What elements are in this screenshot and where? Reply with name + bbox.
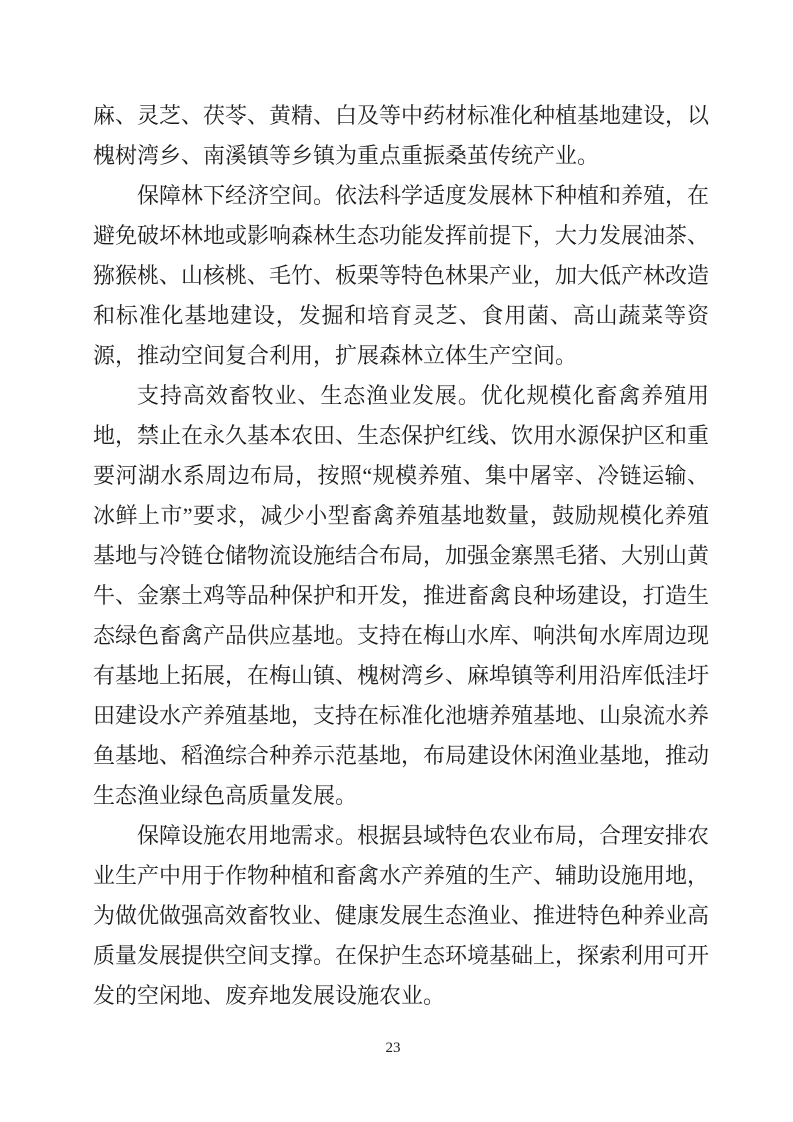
text-line: 麻、灵芝、茯苓、黄精、白及等中药材标准化种植基地建设，以 [93, 103, 709, 128]
text-line: 发的空闲地、废弃地发展设施农业。 [93, 983, 446, 1008]
text-line: 田建设水产养殖基地，支持在标准化池塘养殖基地、山泉流水养 [93, 703, 709, 728]
text-line: 业生产中用于作物种植和畜禽水产养殖的生产、辅助设施用地， [93, 863, 709, 888]
page-number: 23 [385, 1040, 401, 1056]
text-line: 牛、金寨土鸡等品种保护和开发，推进畜禽良种场建设，打造生 [93, 583, 709, 608]
text-line: 槐树湾乡、南溪镇等乡镇为重点重振桑茧传统产业。 [93, 143, 600, 168]
text-line: 生态渔业绿色高质量发展。 [93, 783, 358, 808]
text-line: 避免破坏林地或影响森林生态功能发挥前提下，大力发展油茶、 [93, 223, 709, 248]
text-line: 猕猴桃、山核桃、毛竹、板栗等特色林果产业，加大低产林改造 [93, 263, 709, 288]
text-line: 要河湖水系周边布局，按照“规模养殖、集中屠宰、冷链运输、 [93, 463, 709, 488]
text-line: 质量发展提供空间支撑。在保护生态环境基础上，探索利用可开 [93, 943, 709, 968]
text-line-paragraph-start: 保障设施农用地需求。根据县域特色农业布局，合理安排农 [137, 823, 709, 848]
text-line: 有基地上拓展，在梅山镇、槐树湾乡、麻埠镇等利用沿库低洼圩 [93, 663, 709, 688]
text-line: 源，推动空间复合利用，扩展森林立体生产空间。 [93, 343, 578, 368]
text-line: 和标准化基地建设，发掘和培育灵芝、食用菌、高山蔬菜等资 [93, 303, 709, 328]
text-line: 鱼基地、稻渔综合种养示范基地，布局建设休闲渔业基地，推动 [93, 743, 709, 768]
body-text [93, 96, 709, 1016]
text-line: 为做优做强高效畜牧业、健康发展生态渔业、推进特色种养业高 [93, 903, 709, 928]
text-line-paragraph-start: 支持高效畜牧业、生态渔业发展。优化规模化畜禽养殖用 [137, 383, 709, 408]
text-line: 冰鲜上市”要求，减少小型畜禽养殖基地数量，鼓励规模化养殖 [93, 503, 709, 528]
text-line: 基地与冷链仓储物流设施结合布局，加强金寨黑毛猪、大别山黄 [93, 543, 709, 568]
text-line-paragraph-start: 保障林下经济空间。依法科学适度发展林下种植和养殖，在 [137, 183, 709, 208]
text-line: 态绿色畜禽产品供应基地。支持在梅山水库、响洪甸水库周边现 [93, 623, 709, 648]
text-line: 地，禁止在永久基本农田、生态保护红线、饮用水源保护区和重 [93, 423, 709, 448]
